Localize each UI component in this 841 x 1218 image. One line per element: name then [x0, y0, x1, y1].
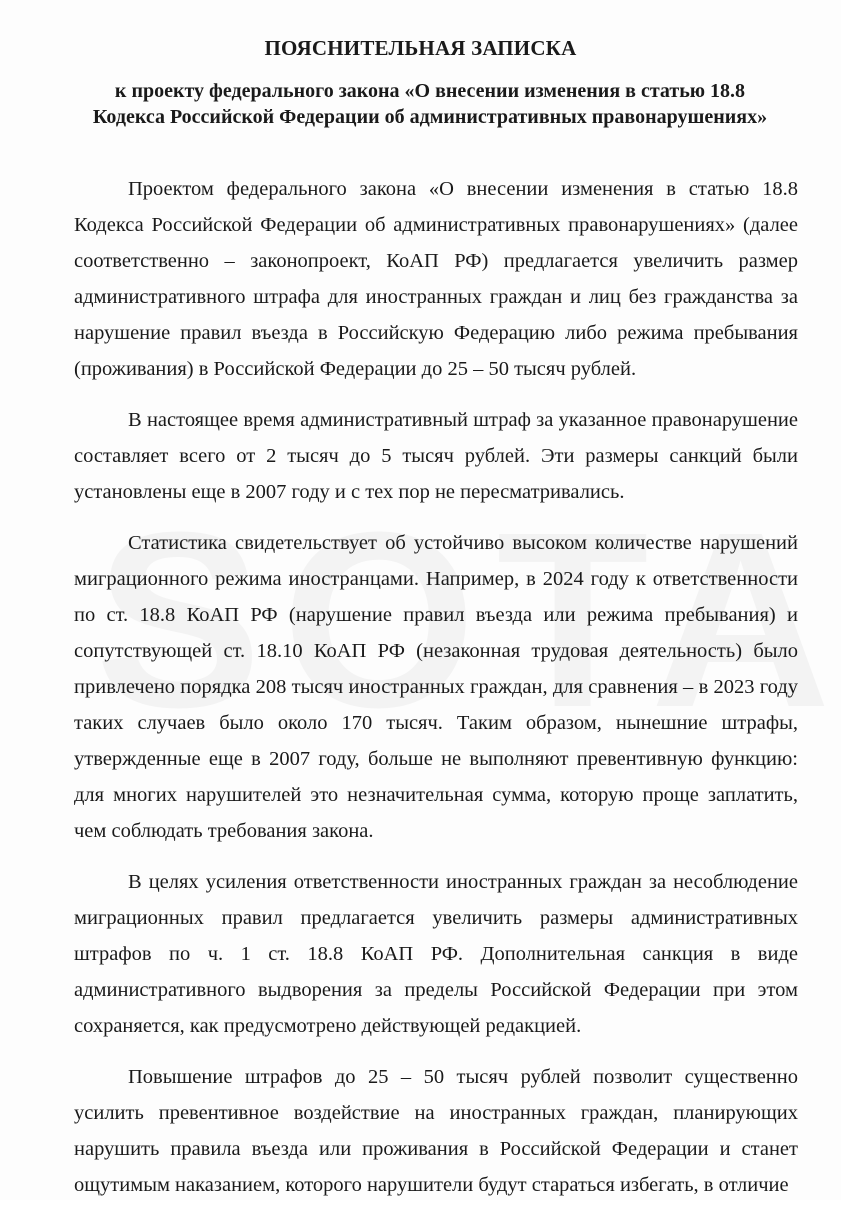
document-subtitle	[60, 78, 800, 130]
paragraph-5: Повышение штрафов до 25 – 50 тысяч рублей позволит существенно усилить превентивное воздействие на иностранных граждан, планирующих нарушить правила въезда или проживания в Российской Федерации и станет ощутимым наказанием, которого нарушители будут стараться избегать, в отличие	[74, 1066, 798, 1196]
document-title: ПОЯСНИТЕЛЬНАЯ ЗАПИСКА	[264, 36, 577, 60]
document-body	[74, 171, 798, 1218]
paragraph-1: Проектом федерального закона «О внесении изменения в статью 18.8 Кодекса Российской Федерации об административных правонарушениях» (далее соответственно – законопроект, КоАП РФ) предлагается увеличить размер административного штрафа для иностранных граждан и лиц без гражданства за нарушение правил въезда в Российскую Федерацию либо режима пребывания (проживания) в Российской Федерации до 25 – 50 тысяч рублей.	[74, 178, 798, 380]
subtitle-line-1: к проекту федерального закона «О внесении изменения в статью 18.8	[114, 80, 746, 102]
paragraph-4: В целях усиления ответственности иностранных граждан за несоблюдение миграционных правил предлагается увеличить размеры административных штрафов по ч. 1 ст. 18.8 КоАП РФ. Дополнительная санкция в виде административного выдворения за пределы Российской Федерации при этом сохраняется, как предусмотрено действующей редакцией.	[74, 871, 798, 1037]
paragraph-2: В настоящее время административный штраф за указанное правонарушение составляет всего от 2 тысяч до 5 тысяч рублей. Эти размеры санкций были установлены еще в 2007 году и с тех пор не пересматривались.	[74, 409, 798, 503]
paragraph-3: Статистика свидетельствует об устойчиво высоком количестве нарушений миграционного режима иностранцами. Например, в 2024 году к ответственности по ст. 18.8 КоАП РФ (нарушение правил въезда или режима пребывания) и сопутствующей ст. 18.10 КоАП РФ (незаконная трудовая деятельность) было привлечено порядка 208 тысяч иностранных граждан, для сравнения – в 2023 году таких случаев было около 170 тысяч. Таким образом, нынешние штрафы, утвержденные еще в 2007 году, больше не выполняют превентивную функцию: для многих нарушителей это незначительная сумма, которую проще заплатить, чем соблюдать требования закона.	[74, 532, 798, 842]
subtitle-line-2: Кодекса Российской Федерации об административных правонарушениях»	[92, 106, 768, 128]
